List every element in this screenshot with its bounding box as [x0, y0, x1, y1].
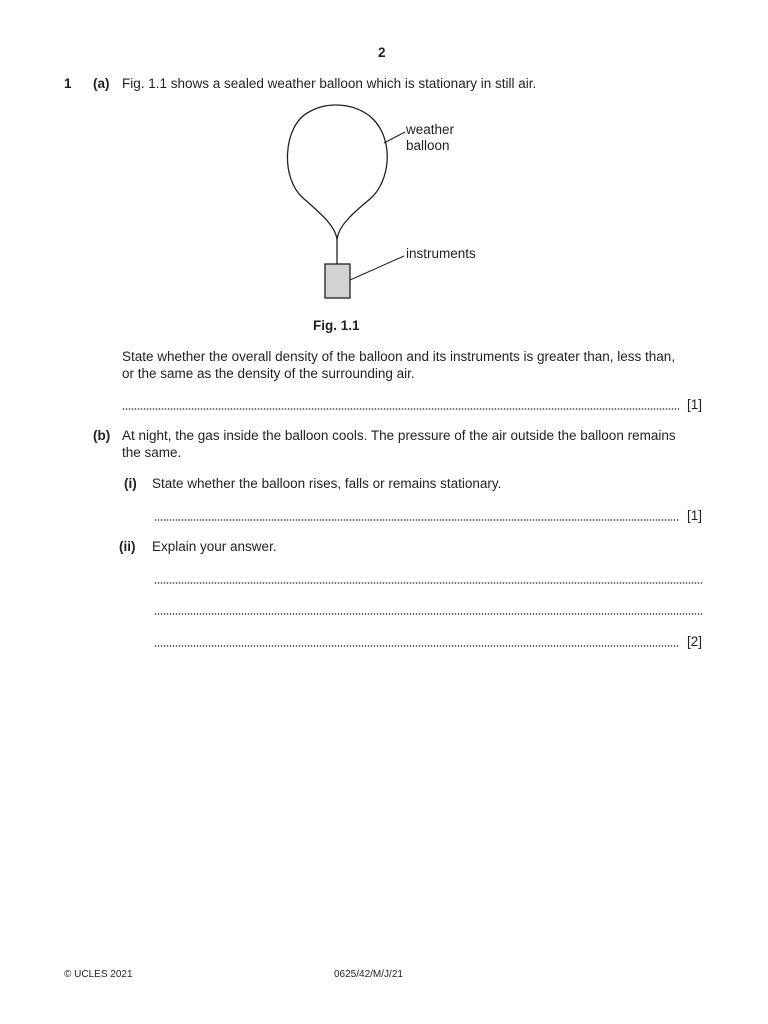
footer-copyright: © UCLES 2021 — [64, 969, 133, 980]
part-a-label: (a) — [93, 76, 110, 91]
sub-i-label: (i) — [124, 476, 137, 491]
part-b-label: (b) — [93, 428, 111, 443]
answer-line-b-ii-2[interactable] — [154, 613, 703, 615]
sub-ii-prompt: Explain your answer. — [152, 539, 277, 554]
label-balloon: balloon — [406, 138, 450, 153]
label-instruments: instruments — [406, 246, 476, 261]
balloon-leader-line — [384, 132, 405, 143]
page-number: 2 — [378, 45, 386, 60]
part-b-intro-line-2: the same. — [122, 445, 182, 460]
answer-line-a[interactable] — [122, 408, 679, 410]
sub-i-prompt: State whether the balloon rises, falls or remains stationary. — [152, 476, 502, 491]
marks-b-ii: [2] — [687, 634, 703, 649]
part-b-intro-line-1: At night, the gas inside the balloon cools. The pressure of the air outside the balloon remains — [122, 428, 676, 443]
instruments-leader-line — [350, 256, 404, 280]
instruments-box — [325, 264, 350, 298]
figure-caption: Fig. 1.1 — [313, 318, 360, 333]
part-a-prompt-line-2: or the same as the density of the surrounding air. — [122, 366, 415, 381]
part-a-prompt-line-1: State whether the overall density of the balloon and its instruments is greater than, less than, — [122, 349, 676, 364]
balloon-envelope — [287, 105, 387, 240]
weather-balloon-figure — [0, 0, 768, 340]
part-a-intro: Fig. 1.1 shows a sealed weather balloon which is stationary in still air. — [122, 76, 537, 91]
marks-a: [1] — [687, 397, 703, 412]
label-weather: weather — [406, 122, 455, 137]
answer-line-b-ii-1[interactable] — [154, 582, 703, 584]
footer-paper-code: 0625/42/M/J/21 — [334, 969, 403, 980]
answer-line-b-i[interactable] — [154, 519, 679, 521]
sub-ii-label: (ii) — [119, 539, 136, 554]
question-number: 1 — [64, 76, 72, 91]
answer-line-b-ii-3[interactable] — [154, 645, 679, 647]
marks-b-i: [1] — [687, 508, 703, 523]
